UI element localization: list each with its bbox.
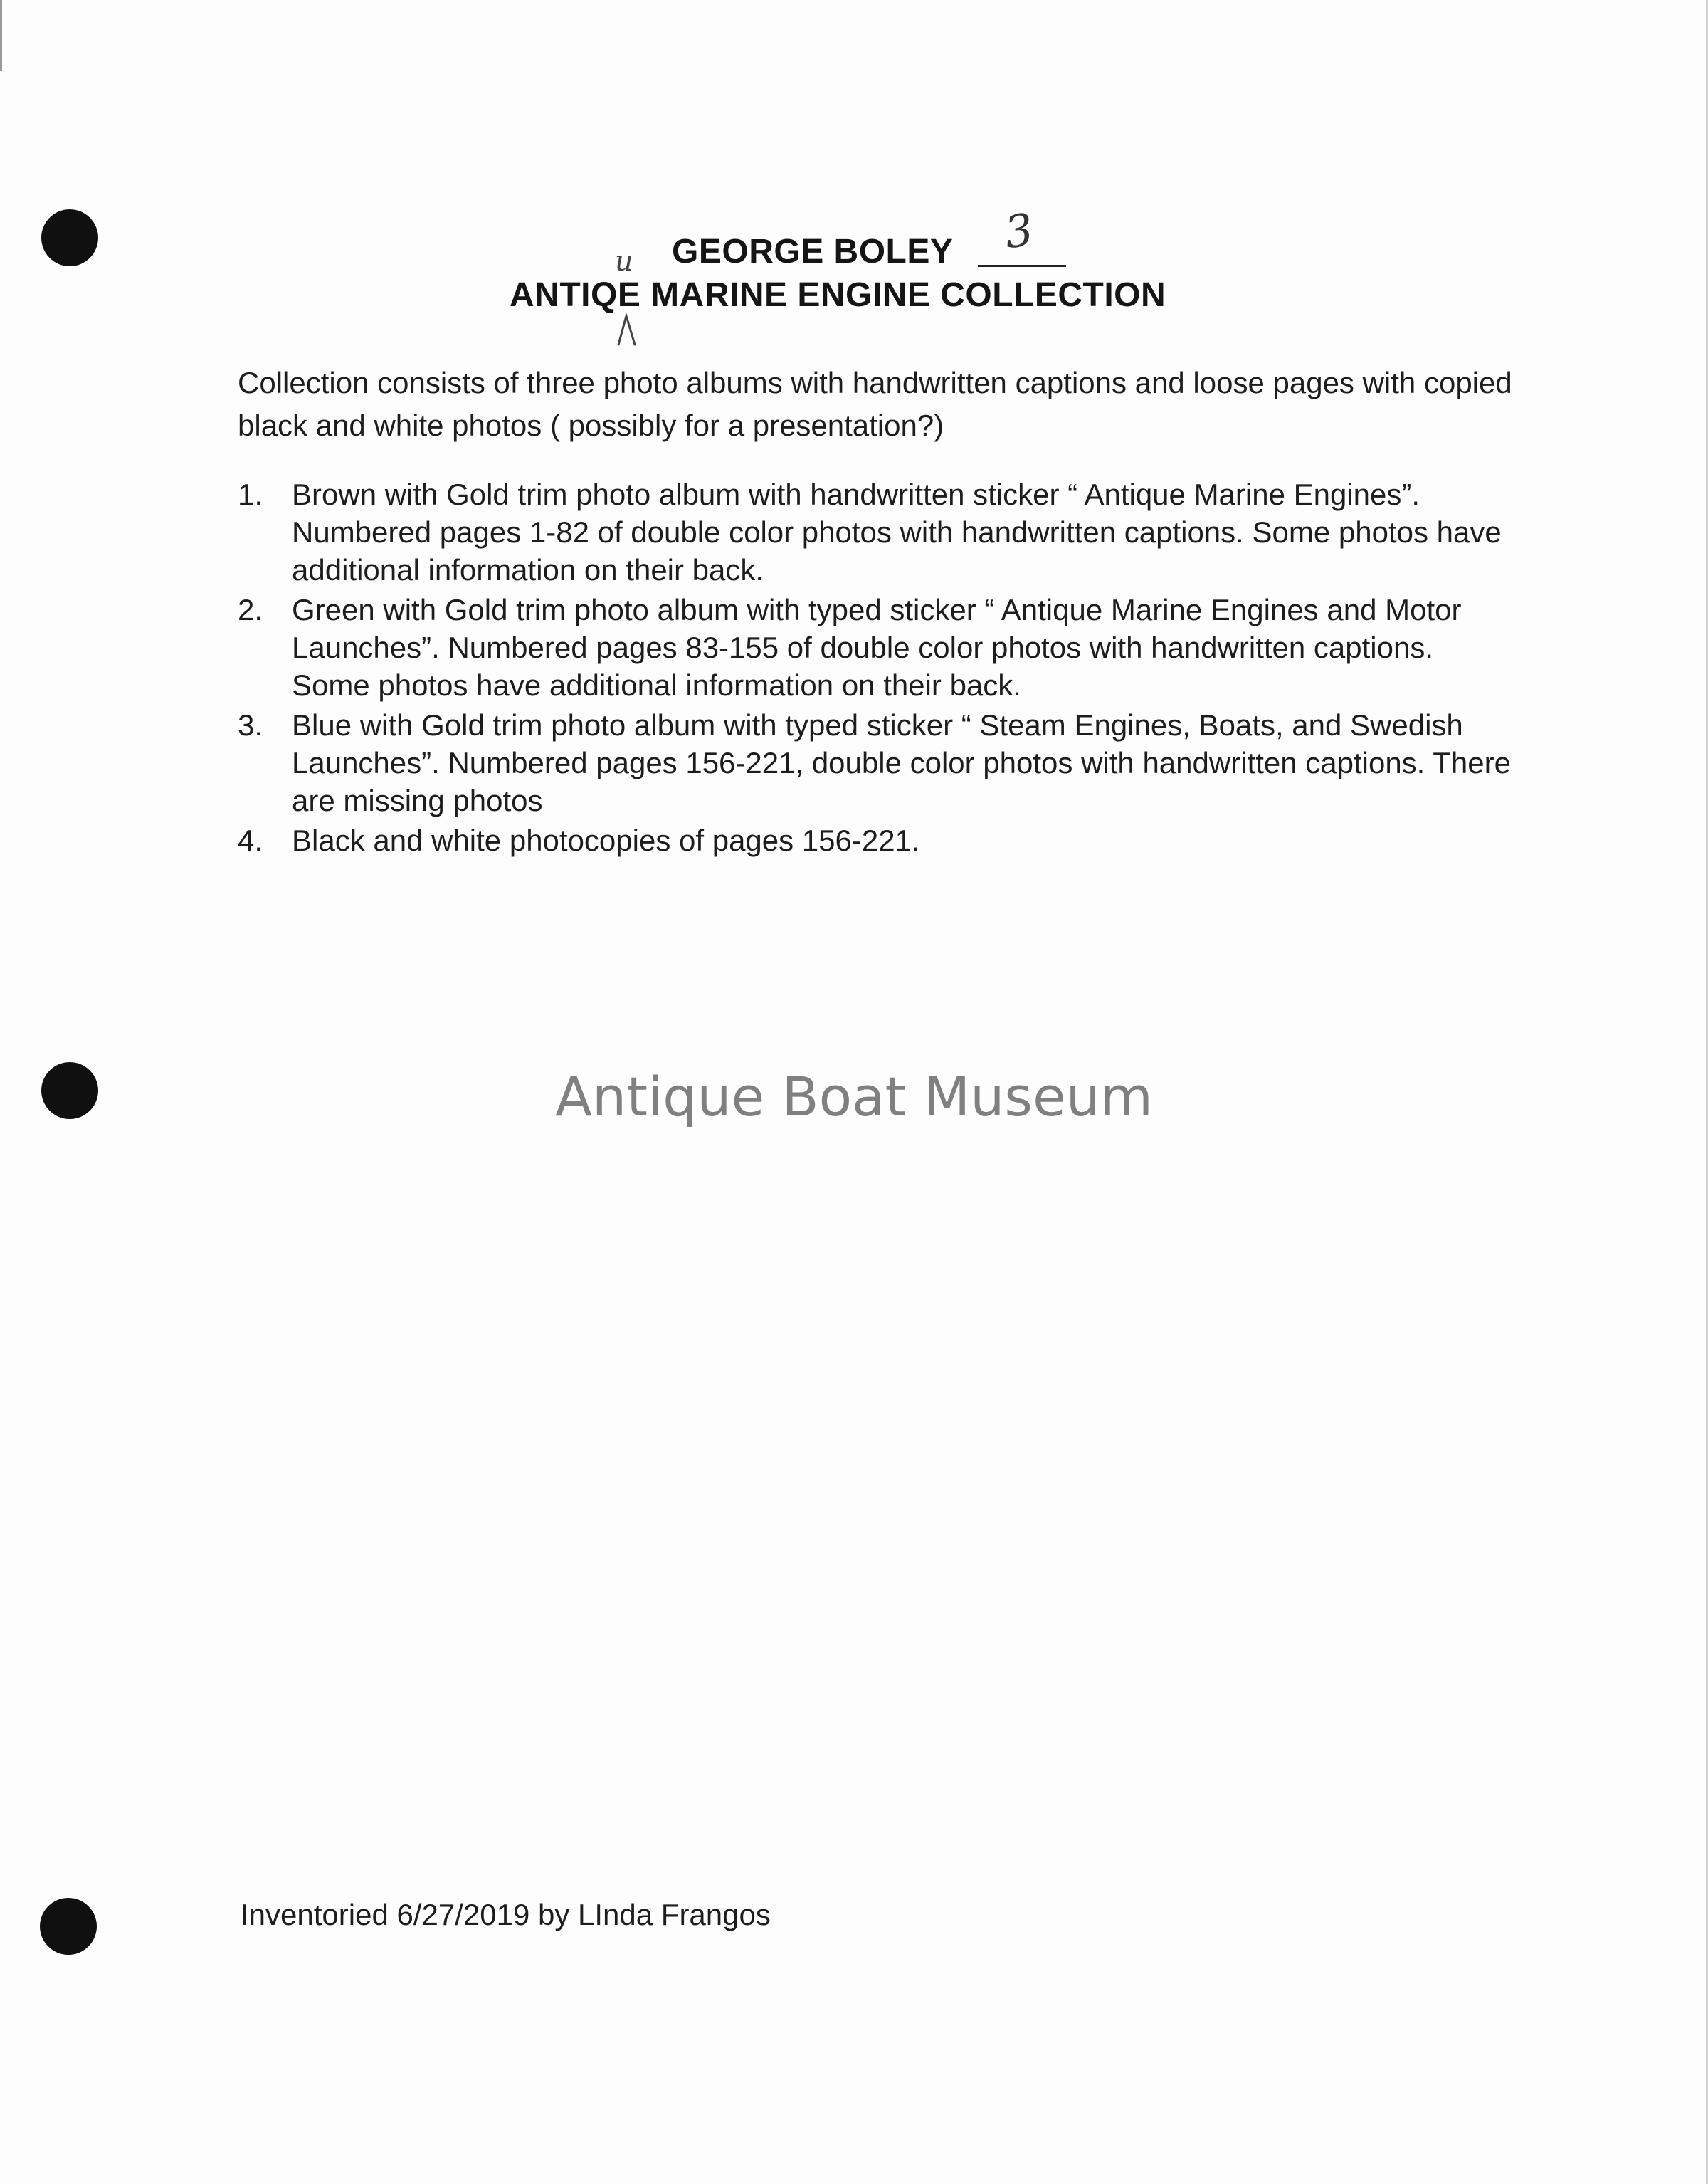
list-item-number: 2. (238, 593, 263, 626)
list-item-number: 3. (238, 708, 263, 742)
list-item-text: Black and white photocopies of pages 156-221. (292, 824, 920, 857)
scan-edge-left (0, 0, 2, 71)
list-item (238, 821, 1519, 859)
inventory-note: Inventoried 6/27/2019 by LInda Frangos (241, 1898, 771, 1931)
handwritten-correction: u (615, 245, 633, 278)
handwritten-number: 3 (1001, 203, 1037, 259)
list-item-text: Green with Gold trim photo album with typed sticker “ Antique Marine Engines and Motor Launches”. Numbered pages 83-155 of double color photos with handwritten captions. Some photos have additional information on their back. (292, 593, 1462, 702)
list-item (238, 591, 1519, 704)
title-collection: ANTIQE MARINE ENGINE COLLECTION (510, 276, 1166, 314)
punch-hole-bottom (40, 1898, 97, 1955)
list-item-text: Brown with Gold trim photo album with handwritten sticker “ Antique Marine Engines”. Numbered pages 1-82 of double color photos with handwritten captions. Some photos have additional information on their back. (292, 478, 1502, 587)
intro-paragraph: Collection consists of three photo albums with handwritten captions and loose pages with copied black and white photos ( possibly for a presentation?) (238, 366, 1512, 442)
list-item (238, 706, 1519, 819)
list-item-text: Blue with Gold trim photo album with typed sticker “ Steam Engines, Boats, and Swedish Launches”. Numbered pages 156-221, double color photos with handwritten captions. There are missing photos (292, 708, 1511, 817)
watermark: Antique Boat Museum (555, 1065, 1153, 1128)
title-name: GEORGE BOLEY (672, 233, 954, 271)
list-item-number: 1. (238, 478, 263, 511)
album-list (238, 476, 1519, 861)
list-item (238, 476, 1519, 589)
caret-mark-icon (616, 313, 638, 346)
title-blank-line (978, 265, 1066, 267)
list-item-number: 4. (238, 824, 263, 857)
punch-hole-top (41, 209, 98, 266)
